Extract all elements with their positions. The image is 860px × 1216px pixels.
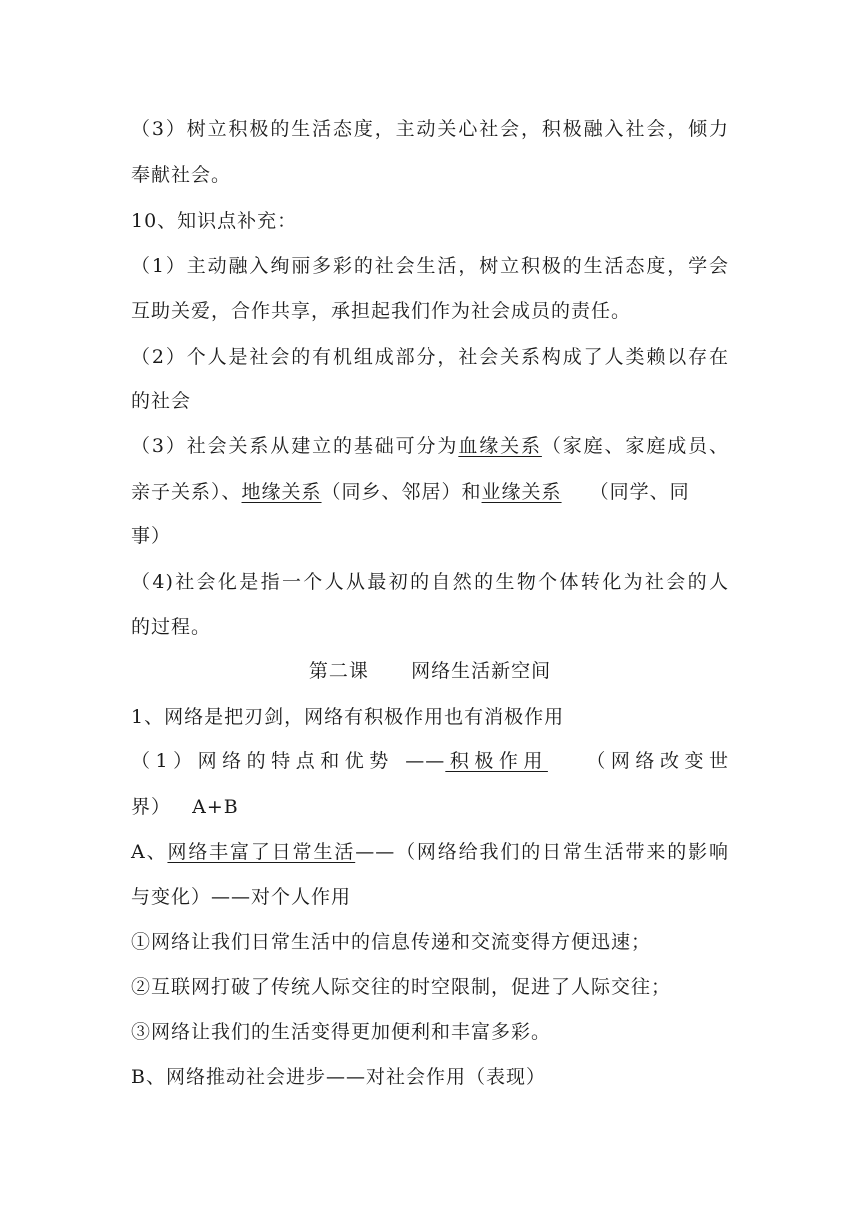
paragraph-line: 1、网络是把刃剑，网络有积极作用也有消极作用 (131, 706, 565, 728)
paragraph-line: B、网络推动社会进步——对社会作用（表现） (131, 1066, 546, 1088)
text: （同乡、邻居）和 (321, 481, 482, 503)
text: A、 (131, 841, 168, 863)
paragraph-line (131, 477, 690, 504)
paragraph-line: 界） A+B (131, 796, 239, 818)
text: （家庭、家庭成员、 (541, 435, 729, 457)
section-heading: 10、知识点补充： (131, 210, 298, 232)
underlined-term: 业缘关系 (481, 481, 562, 503)
paragraph-line: 互助关爱，合作共享，承担起我们作为社会成员的责任。 (131, 300, 632, 322)
list-item: ②互联网打破了传统人际交往的时空限制，促进了人际交往； (131, 976, 672, 998)
underlined-term: 血缘关系 (458, 435, 542, 457)
text: （网络改变世 (581, 750, 729, 772)
paragraph-line: （4)社会化是指一个人从最初的自然的生物个体转化为社会的人 (131, 571, 729, 593)
lesson-title: 第二课 网络生活新空间 (308, 660, 552, 682)
text: （同学、同 (589, 481, 690, 503)
text: （3）社会关系从建立的基础可分为 (131, 435, 459, 457)
paragraph-line (131, 746, 729, 773)
underlined-term: 积极作用 (445, 750, 548, 772)
text: ——（网络给我们的日常生活带来的影响 (355, 841, 729, 863)
paragraph-line: （1）主动融入绚丽多彩的社会生活，树立积极的生活态度，学会 (131, 255, 729, 277)
paragraph-line: 与变化）——对个人作用 (131, 886, 352, 908)
text: （1）网络的特点和优势 —— (131, 750, 446, 772)
list-item: ③网络让我们的生活变得更加便利和丰富多彩。 (131, 1021, 552, 1043)
text: 亲子关系）、 (131, 481, 242, 503)
paragraph-line: 的过程。 (131, 616, 212, 638)
underlined-term: 网络丰富了日常生活 (167, 841, 356, 863)
paragraph-line: 奉献社会。 (131, 164, 232, 186)
paragraph-line: （3）树立积极的生活态度，主动关心社会，积极融入社会，倾力 (131, 118, 729, 140)
paragraph-line: 的社会 (131, 390, 192, 412)
paragraph-line: （2）个人是社会的有机组成部分，社会关系构成了人类赖以存在 (131, 346, 729, 368)
list-item: ①网络让我们日常生活中的信息传递和交流变得方便迅速； (131, 931, 652, 953)
paragraph-line: 事） (131, 525, 172, 547)
underlined-term: 地缘关系 (241, 481, 322, 503)
paragraph-line (131, 431, 729, 458)
paragraph-line (131, 837, 729, 864)
